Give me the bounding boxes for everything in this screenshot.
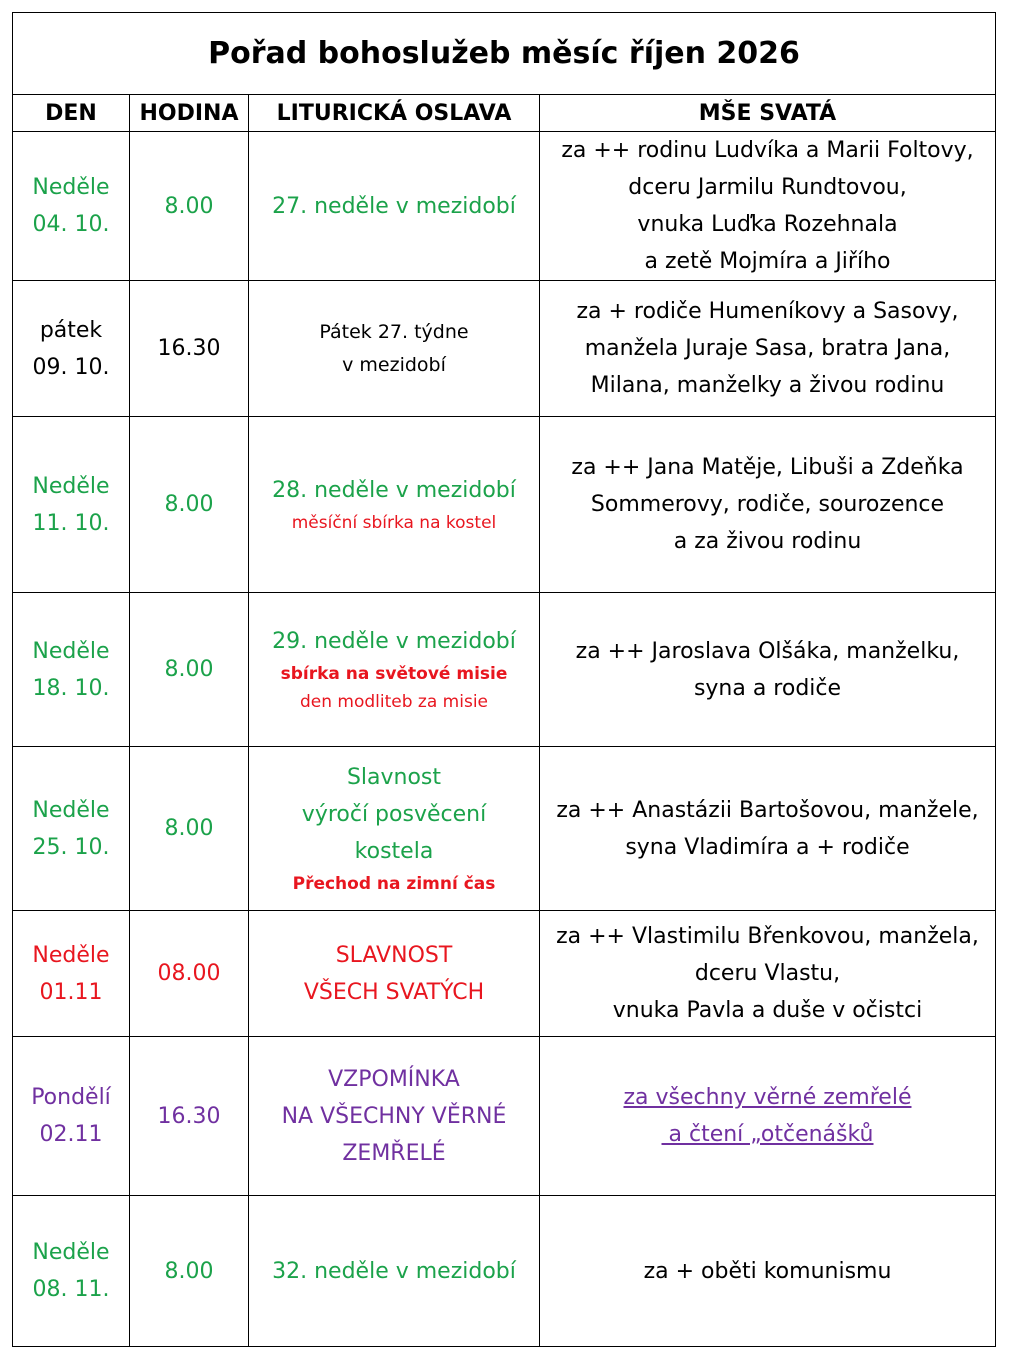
day-name: Neděle	[32, 473, 110, 499]
time-cell: 8.00	[130, 1196, 249, 1347]
day-name: Neděle	[32, 175, 110, 200]
mass-link[interactable]: a čtení „otčenášků	[661, 1122, 874, 1147]
liturgy-cell	[249, 132, 540, 281]
liturgy-line: v mezidobí	[342, 353, 446, 376]
mass-line: dceru Vlastu,	[694, 961, 841, 986]
day-name: Neděle	[32, 1240, 110, 1265]
time-cell: 8.00	[130, 132, 249, 281]
mass-line: Milana, manželky a živou rodinu	[590, 373, 945, 398]
header-time: HODINA	[130, 95, 249, 132]
mass-line: za ++ Anastázii Bartošovou, manžele,	[556, 797, 979, 823]
liturgy-line: 29. neděle v mezidobí	[272, 629, 516, 654]
time-cell: 16.30	[130, 281, 249, 417]
mass-line: manžela Juraje Sasa, bratra Jana,	[584, 336, 951, 361]
mass-line: za + oběti komunismu	[643, 1258, 892, 1284]
table-row	[13, 593, 996, 747]
day-cell	[13, 417, 130, 593]
day-date: 01.11	[39, 979, 103, 1005]
day-name: Pondělí	[31, 1085, 111, 1110]
table-row	[13, 281, 996, 417]
liturgy-line: 32. neděle v mezidobí	[272, 1258, 516, 1284]
time-cell: 08.00	[130, 911, 249, 1037]
day-cell	[13, 132, 130, 281]
header-liturgy: LITURICKÁ OSLAVA	[249, 95, 540, 132]
mass-line: za ++ Jana Matěje, Libuši a Zdeňka	[571, 455, 964, 480]
mass-cell	[540, 417, 996, 593]
day-cell	[13, 911, 130, 1037]
table-row	[13, 911, 996, 1037]
mass-cell	[540, 593, 996, 747]
day-date: 18. 10.	[32, 675, 110, 701]
mass-line: za ++ Vlastimilu Břenkovou, manžela,	[556, 924, 979, 949]
table-row	[13, 417, 996, 593]
liturgy-line: výročí posvěcení	[301, 802, 487, 827]
table-row	[13, 747, 996, 911]
day-date: 25. 10.	[32, 834, 110, 860]
mass-line: dceru Jarmilu Rundtovou,	[628, 175, 907, 200]
liturgy-line: Slavnost	[346, 765, 442, 790]
mass-line: syna Vladimíra a + rodiče	[625, 834, 910, 860]
mass-link[interactable]: za všechny věrné zemřelé	[623, 1085, 912, 1110]
liturgy-note: Přechod na zimní čas	[292, 874, 496, 894]
mass-line: vnuka Pavla a duše v očistci	[612, 998, 923, 1023]
liturgy-line: NA VŠECHNY VĚRNÉ	[281, 1103, 507, 1129]
page-title: Pořad bohoslužeb měsíc říjen 2026	[13, 13, 996, 95]
header-row	[13, 95, 996, 132]
day-cell	[13, 747, 130, 911]
mass-line: syna a rodiče	[693, 675, 842, 701]
liturgy-line: kostela	[354, 839, 434, 864]
day-date: 04. 10.	[32, 212, 110, 237]
day-name: Neděle	[32, 638, 110, 664]
mass-line: a za živou rodinu	[673, 529, 862, 554]
liturgy-line: VŠECH SVATÝCH	[303, 979, 485, 1005]
liturgy-cell	[249, 593, 540, 747]
day-name: Neděle	[32, 942, 110, 968]
title-row	[13, 13, 996, 95]
mass-line: za ++ Jaroslava Olšáka, manželku,	[575, 638, 960, 664]
liturgy-cell	[249, 911, 540, 1037]
liturgy-cell	[249, 281, 540, 417]
liturgy-line: VZPOMÍNKA	[328, 1066, 460, 1092]
mass-line: za ++ rodinu Ludvíka a Marii Foltovy,	[561, 138, 974, 163]
schedule-table	[12, 12, 996, 1347]
mass-cell	[540, 132, 996, 281]
liturgy-cell	[249, 1196, 540, 1347]
day-cell	[13, 1037, 130, 1196]
schedule-document	[12, 12, 995, 1347]
day-date: 11. 10.	[32, 510, 110, 536]
mass-line: a zetě Mojmíra a Jiřího	[644, 249, 891, 274]
liturgy-note: sbírka na světové misie	[280, 664, 508, 684]
day-cell	[13, 281, 130, 417]
mass-line: Sommerovy, rodiče, sourozence	[590, 492, 945, 517]
liturgy-cell	[249, 1037, 540, 1196]
liturgy-line: 28. neděle v mezidobí	[272, 478, 516, 503]
header-mass: MŠE SVATÁ	[540, 95, 996, 132]
day-date: 02.11	[39, 1122, 103, 1147]
day-cell	[13, 593, 130, 747]
liturgy-note: měsíční sbírka na kostel	[291, 513, 497, 533]
time-cell: 8.00	[130, 417, 249, 593]
mass-cell	[540, 281, 996, 417]
header-day: DEN	[13, 95, 130, 132]
table-row	[13, 132, 996, 281]
mass-cell	[540, 1196, 996, 1347]
table-row	[13, 1037, 996, 1196]
mass-cell	[540, 911, 996, 1037]
liturgy-line: SLAVNOST	[335, 942, 453, 968]
liturgy-cell	[249, 417, 540, 593]
liturgy-line: 27. neděle v mezidobí	[272, 193, 516, 219]
mass-cell	[540, 1037, 996, 1196]
day-name: Neděle	[32, 797, 110, 823]
table-row	[13, 1196, 996, 1347]
time-cell: 16.30	[130, 1037, 249, 1196]
liturgy-note: den modliteb za misie	[299, 692, 488, 712]
day-date: 08. 11.	[32, 1277, 110, 1302]
time-cell: 8.00	[130, 747, 249, 911]
day-name: pátek	[39, 317, 103, 343]
liturgy-cell	[249, 747, 540, 911]
mass-line: vnuka Luďka Rozehnala	[637, 212, 898, 237]
day-cell	[13, 1196, 130, 1347]
time-cell: 8.00	[130, 593, 249, 747]
liturgy-line: Pátek 27. týdne	[319, 320, 469, 343]
mass-cell	[540, 747, 996, 911]
day-date: 09. 10.	[32, 354, 110, 380]
liturgy-line: ZEMŘELÉ	[342, 1140, 446, 1166]
mass-line: za + rodiče Humeníkovy a Sasovy,	[576, 299, 959, 324]
